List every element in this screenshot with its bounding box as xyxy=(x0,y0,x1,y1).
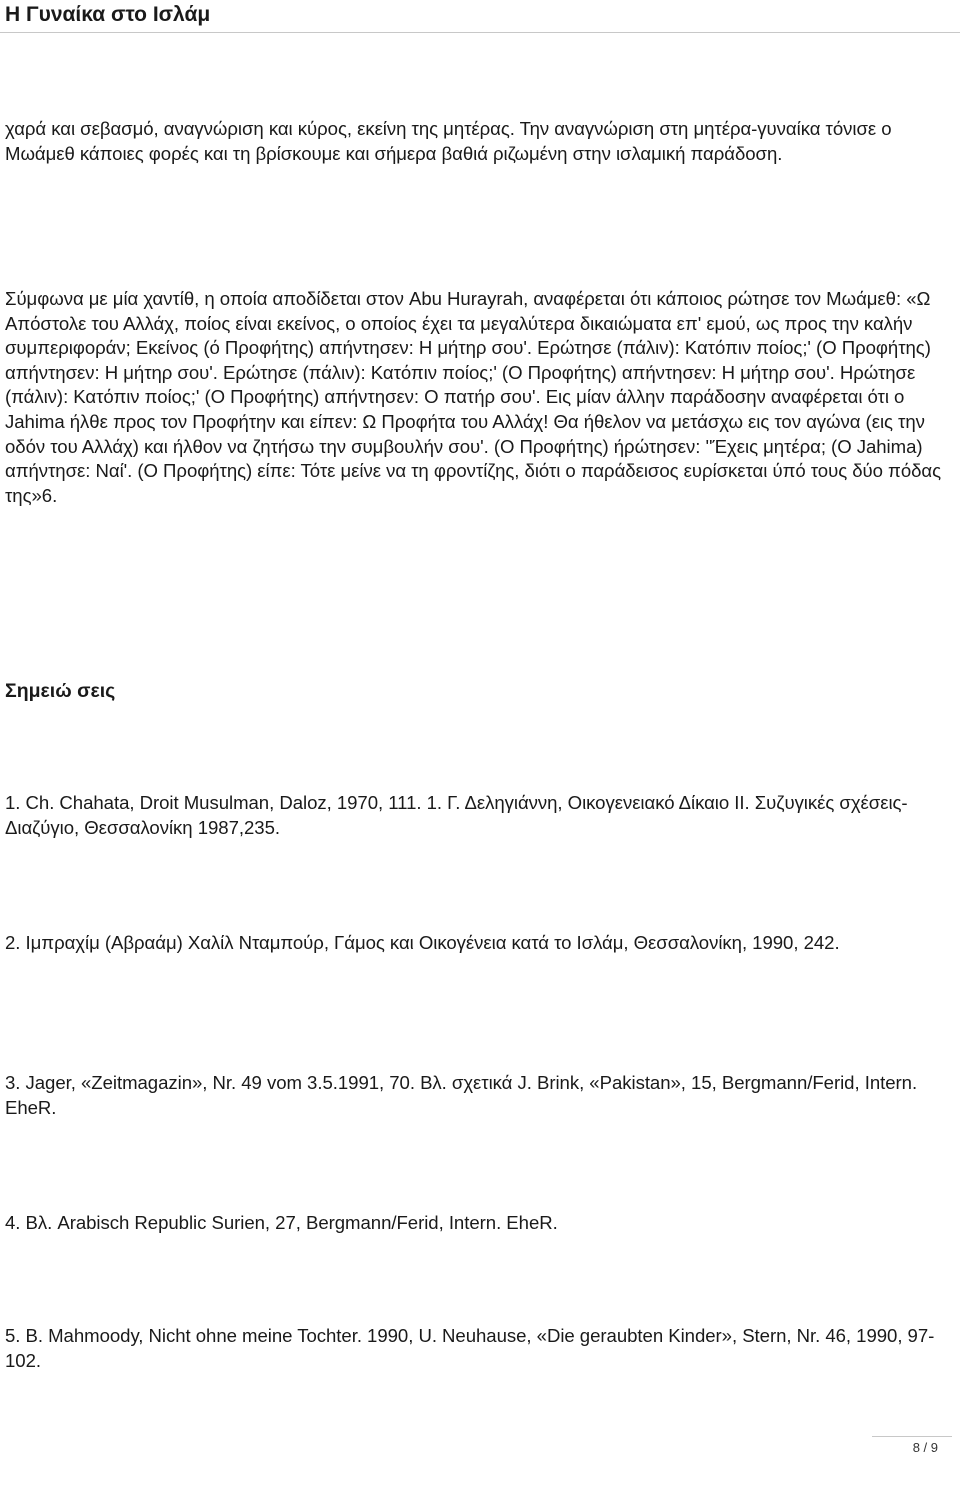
note-item-1: 1. Ch. Chahata, Droit Musulman, Daloz, 1970, 111. 1. Γ. Δεληγιάννη, Οικογενειακό Δίκαιο ΙΙ. Συζυγικές σχέσεις-Διαζύγιο, Θεσσαλονίκη 1987,235. xyxy=(5,792,908,838)
header-divider xyxy=(0,32,960,33)
body-paragraph-1: χαρά και σεβασμό, αναγνώριση και κύρος, εκείνη της μητέρας. Την αναγνώριση στη μητέρα-γυναίκα τόνισε ο Μωάμεθ κάποιες φορές και τη βρίσκουμε και σήμερα βαθιά ριζωμένη στην ισλαμική παράδοση. xyxy=(5,118,892,164)
page-number: 8 / 9 xyxy=(912,1440,938,1455)
note-item-4: 4. Βλ. Arabisch Republic Surien, 27, Bergmann/Ferid, Intern. EheR. xyxy=(5,1212,558,1233)
note-item-2: 2. Ιμπραχίμ (Αβραάμ) Χαλίλ Νταμπούρ, Γάμος και Οικογένεια κατά το Ισλάμ, Θεσσαλονίκη, 1990, 242. xyxy=(5,932,840,953)
note-item-5: 5. B. Mahmoody, Nicht ohne meine Tochter. 1990, U. Neuhause, «Die geraubten Kinder», Stern, Nr. 46, 1990, 97-102. xyxy=(5,1325,935,1371)
notes-heading: Σημειώ σεις xyxy=(5,680,116,702)
note-item-3: 3. Jager, «Zeitmagazin», Nr. 49 vom 3.5.1991, 70. Βλ. σχετικά J. Brink, «Pakistan», 15, Bergmann/Ferid, Intern. EheR. xyxy=(5,1072,918,1118)
footer-divider xyxy=(872,1436,952,1437)
page-header xyxy=(0,0,960,34)
document-title: Η Γυναίκα στο Ισλάμ xyxy=(5,3,211,26)
body-paragraph-2: Σύμφωνα με μία χαντίθ, η οποία αποδίδεται στον Abu Hurayrah, αναφέρεται ότι κάποιος ρώτησε τον Μωάμεθ: «Ω Απόστολε του Αλλάχ, ποίος είναι εκείνος, ο οποίος έχει τα μεγαλύτερα δικαιώματα επ' εμού, ως προς την καλήν συμπεριφοράν; Εκείνος (ό Προφήτης) απήντησεν: Η μήτηρ σου'. Ερώτησε (πάλιν): Κατόπιν ποίος;' (Ο Προφήτης) απήντησεν: Η μήτηρ σου'. Ερώτησε (πάλιν): Κατόπιν ποίος;' (Ο Προφήτης) απήντησεν: Η μήτηρ σου'. Ηρώτησε (πάλιν): Κατόπιν ποίος;' (Ο Προφήτης) απήντησεν: Ο πατήρ σου'. Εις μίαν άλλην παράδοσην αναφέρεται ότι ο Jahima ήλθε προς τον Προφήτην και είπεν: Ω Προφήτα του Αλλάχ! Θα ήθελον να μετάσχω εις τον αγώνα (εις την οδόν του Αλλάχ) και ήλθον να ζητήσω την συμβουλήν σου'. (Ο Προφήτης) ήρώτησεν: ''Έχεις μητέρα; (Ο Jahima) απήντησε: Ναί'. (Ο Προφήτης) είπε: Τότε μείνε να τη φροντίζης, διότι ο παράδεισος ευρίσκεται ύπό τους δύο πόδας της»6. xyxy=(5,288,942,506)
